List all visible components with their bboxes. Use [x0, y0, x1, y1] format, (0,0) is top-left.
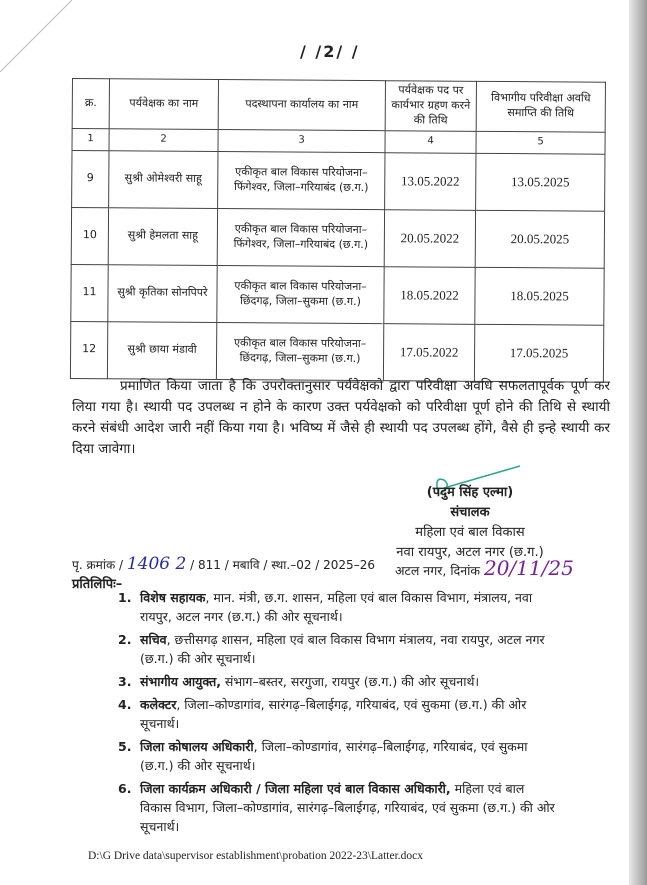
item-number: 2.	[118, 632, 132, 647]
cc-list	[118, 588, 558, 840]
page-number: / /2/ /	[300, 42, 360, 61]
col-num: 2	[109, 128, 218, 151]
list-item	[118, 588, 558, 626]
paragraph-text: प्रमाणित किया जाता है कि उपरोक्तानुसार पर्यवेक्षको द्वारा परिवीक्षा अवधि सफलतापूर्वक पूर्ण कर लिया गया है। स्थायी पद उपलब्ध न होने के कारण उक्त पर्यवेक्षको को परिवीक्षा पूर्ण होने की तिथि से स्थायी करने संबंधी आदेश जारी नहीं किया गया है। भविष्य में जैसे ही स्थायी पद उपलब्ध होंगे, वैसे ही इन्हे स्थायी कर दिया जावेगा।	[72, 378, 610, 457]
col-num: 3	[218, 129, 385, 152]
date-label: अटल नगर, दिनांक	[395, 563, 480, 578]
serial: 9	[72, 150, 109, 207]
office: एकीकृत बाल विकास परियोजना–छिंदगढ़, जिला–सुकमा (छ.ग.)	[216, 322, 383, 380]
probation-end: 18.05.2025	[475, 267, 604, 325]
recipient: जिला कोषालय अधिकारी	[140, 739, 254, 754]
office: एकीकृत बाल विकास परियोजना–फिंगेश्वर, जिला–गरियाबंद (छ.ग.)	[217, 208, 384, 266]
list-item	[118, 672, 558, 691]
col-num: 4	[385, 130, 476, 153]
serial: 11	[71, 264, 108, 321]
office: एकीकृत बाल विकास परियोजना–छिंदगढ़, जिला–सुकमा (छ.ग.)	[217, 265, 384, 323]
list-item	[118, 737, 558, 775]
signatory-designation: संचालक	[450, 505, 490, 520]
col-num: 1	[72, 128, 109, 150]
recipient-detail: , छत्तीसगढ़ शासन, महिला एवं बाल विकास विभाग मंत्रालय, नवा रायपुर, अटल नगर (छ.ग.) की ओर सूचनार्थ।	[140, 632, 545, 666]
certification-paragraph	[72, 376, 610, 460]
probation-end: 17.05.2025	[474, 324, 603, 382]
header-name: पर्यवेक्षक का नाम	[109, 79, 218, 129]
name: सुश्री ओमेश्वरी साहू	[109, 150, 218, 208]
recipient: संभागीय आयुक्त,	[140, 674, 221, 689]
recipient: विशेष सहायक	[140, 590, 206, 605]
signatory-address: नवा रायपुर, अटल नगर (छ.ग.)	[396, 545, 544, 560]
handwritten-date: 20/11/25	[483, 556, 574, 580]
list-item	[118, 630, 558, 668]
join-date: 13.05.2022	[385, 152, 476, 210]
name: सुश्री हेमलता साहू	[108, 207, 217, 265]
cc-label: प्रतिलिपिः–	[72, 577, 123, 592]
recipient: कलेक्टर	[140, 697, 177, 712]
recipient-detail: संभाग–बस्तर, सरगुजा, रायपुर (छ.ग.) की ओर सूचनार्थ।	[220, 674, 480, 689]
recipient-detail: , जिला–कोण्डागांव, सारंगढ़–बिलाईगढ़, गरियाबंद, एवं सुकमा (छ.ग.) की ओर सूचनार्थ।	[140, 697, 527, 731]
table-row	[70, 321, 603, 382]
recipient-detail: , मान. मंत्री, छ.ग. शासन, महिला एवं बाल विकास विभाग, मंत्रालय, नवा रायपुर, अटल नगर (छ.ग.) की ओर सूचनार्थ।	[140, 590, 533, 624]
item-number: 3.	[118, 674, 132, 689]
recipient-detail: महिला एवं बाल विकास विभाग, जिला–कोण्डागांव, सारंगढ़–बिलाईगढ़, गरियाबंद, एवं सुकमा (छ.ग.) की ओर सूचनार्थ।	[140, 781, 555, 834]
list-item	[118, 695, 558, 733]
scan-edge	[629, 0, 647, 885]
col-num: 5	[476, 131, 605, 154]
ref-suffix: / 811 / मबावि / स्था.–02 / 2025–26	[190, 558, 375, 572]
header-probation-end: विभागीय परिवीक्षा अवधि समाप्ति की तिथि	[476, 81, 605, 131]
table-row	[71, 207, 604, 268]
ref-handwritten-number: 1406 2	[126, 554, 187, 574]
name: सुश्री छाया मंडावी	[107, 321, 216, 379]
table-row	[72, 150, 605, 211]
header-join-date: पर्यवेक्षक पद पर कार्यभार ग्रहण करने की तिथि	[385, 81, 476, 131]
item-number: 1.	[118, 590, 132, 605]
join-date: 20.05.2022	[384, 209, 475, 267]
recipient: जिला कार्यक्रम अधिकारी / जिला महिला एवं बाल विकास अधिकारी,	[140, 781, 451, 796]
signatory-name: (पदुम सिंह एल्मा)	[426, 485, 514, 500]
join-date: 18.05.2022	[384, 266, 475, 324]
signatory-dept: महिला एवं बाल विकास	[415, 525, 525, 540]
file-path-footer: D:\G Drive data\supervisor establishment\probation 2022-23\Latter.docx	[88, 850, 424, 862]
probation-end: 20.05.2025	[475, 210, 604, 268]
join-date: 17.05.2022	[383, 323, 474, 381]
table-row	[71, 264, 604, 325]
signature-block	[395, 483, 545, 563]
serial: 10	[71, 207, 108, 264]
header-serial: क्र.	[72, 79, 109, 129]
item-number: 5.	[118, 739, 132, 754]
scan-fold-line	[0, 0, 80, 80]
recipient: सचिव	[140, 632, 167, 647]
table-header-row	[72, 79, 605, 132]
header-office: पदस्थापना कार्यालय का नाम	[218, 80, 385, 131]
item-number: 6.	[118, 781, 132, 796]
reference-date	[395, 556, 574, 580]
name: सुश्री कृतिका सोनपिपरे	[108, 264, 217, 322]
supervisor-table	[70, 78, 606, 382]
reference-number	[72, 554, 375, 574]
serial: 12	[70, 321, 107, 378]
list-item	[118, 779, 558, 836]
recipient-detail: , जिला–कोण्डागांव, सारंगढ़–बिलाईगढ़, गरियाबंद, एवं सुकमा (छ.ग.) की ओर सूचनार्थ।	[140, 739, 528, 773]
ref-prefix: पृ. क्रमांक /	[72, 558, 124, 572]
probation-end: 13.05.2025	[476, 153, 605, 211]
item-number: 4.	[118, 697, 132, 712]
office: एकीकृत बाल विकास परियोजना–फिंगेश्वर, जिला–गरियाबंद (छ.ग.)	[218, 151, 385, 209]
